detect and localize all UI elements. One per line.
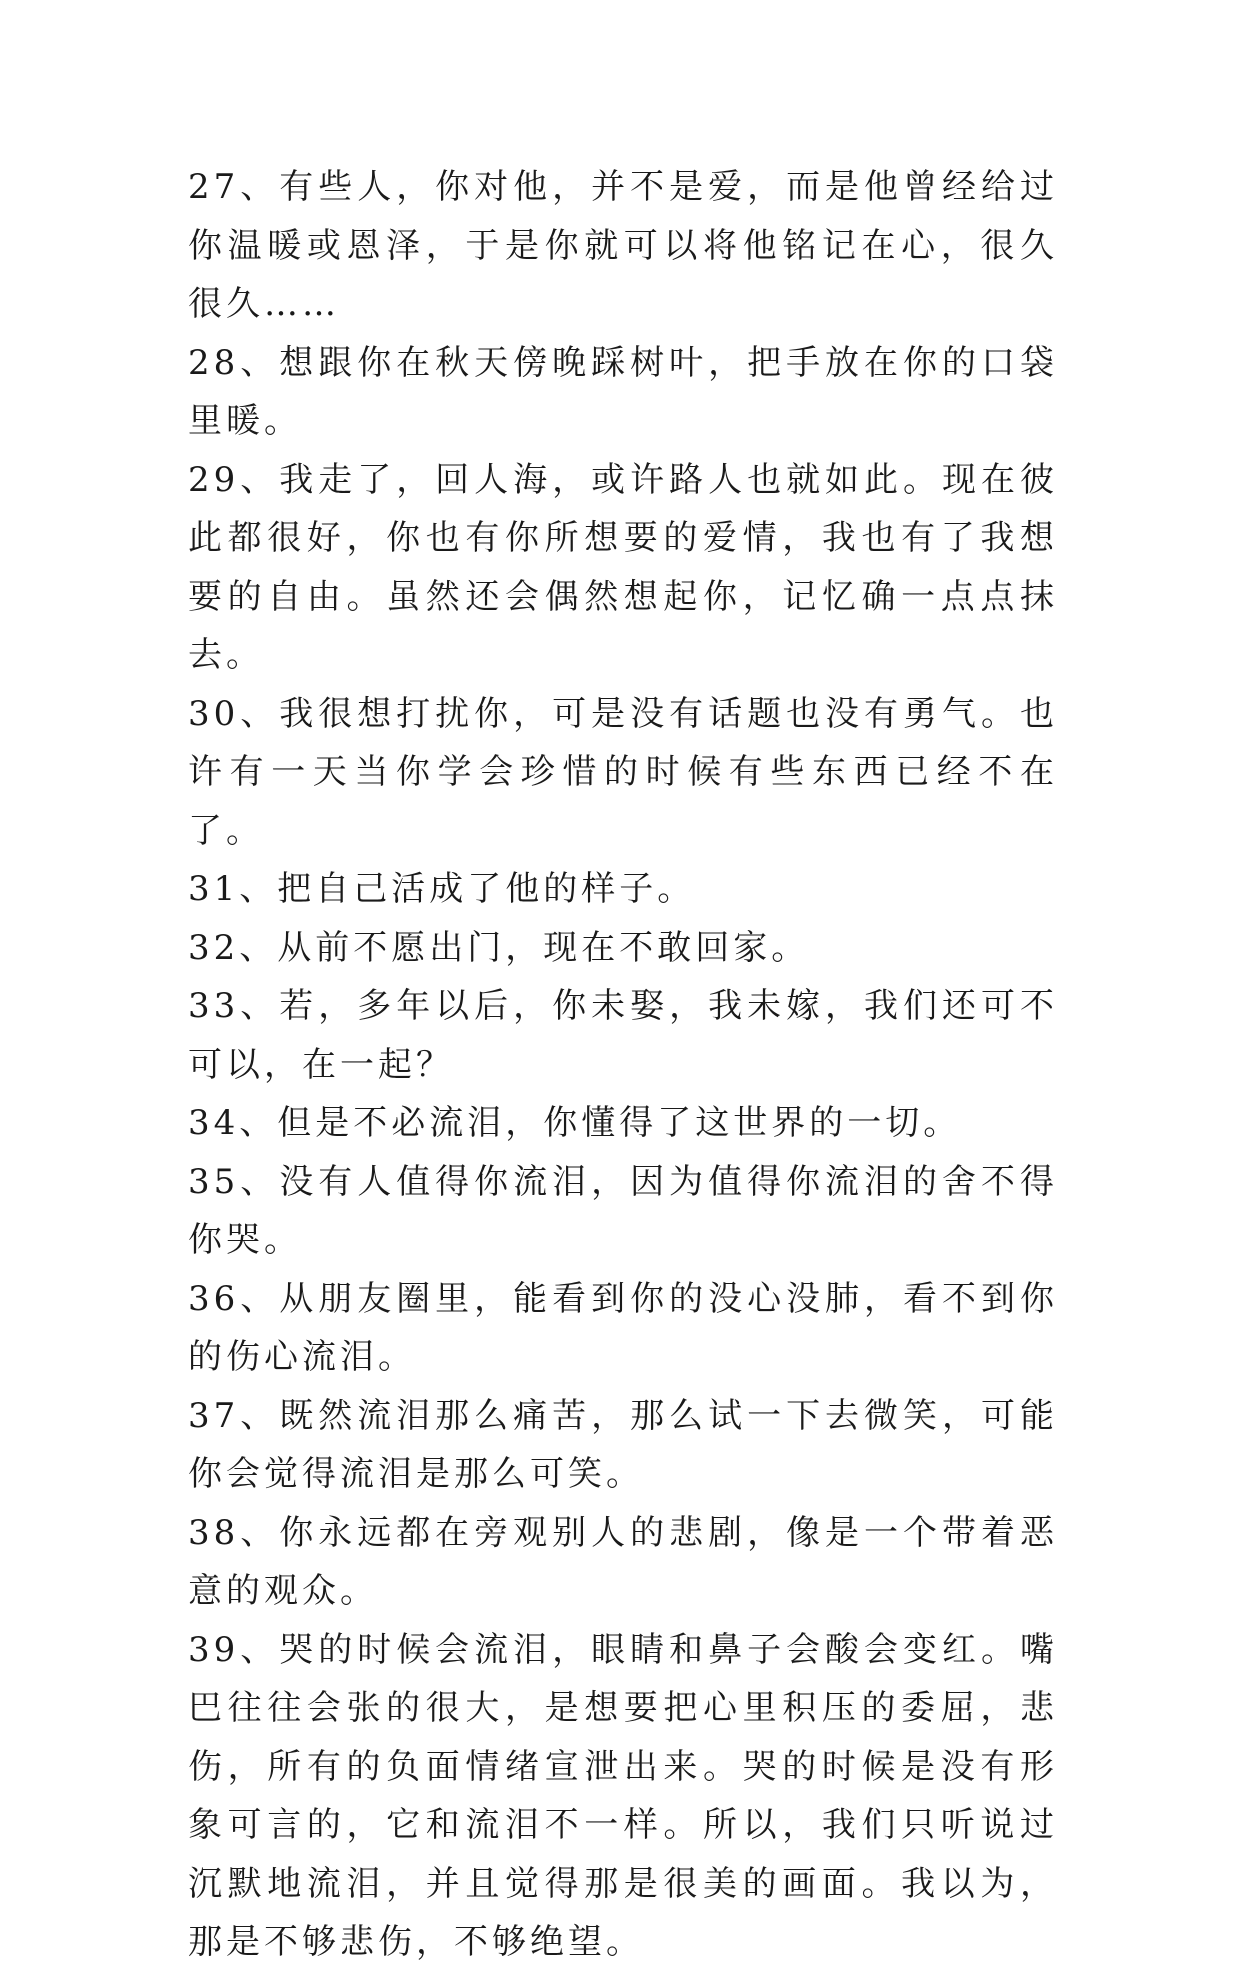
paragraph-37: 37、既然流泪那么痛苦，那么试一下去微笑，可能你会觉得流泪是那么可笑。 — [188, 1395, 1058, 1494]
paragraph-32: 32、从前不愿出门，现在不敢回家。 — [188, 927, 810, 968]
paragraph-39: 39、哭的时候会流泪，眼睛和鼻子会酸会变红。嘴巴往往会张的很大，是想要把心里积压的委屈，悲伤，所有的负面情绪宣泄出来。哭的时候是没有形象可言的，它和流泪不一样。所以，我们只听说过沉默地流泪，并且觉得那是很美的画面。我以为，那是不够悲伤，不够绝望。 — [188, 1629, 1058, 1962]
paragraph-27: 27、有些人，你对他，并不是爱，而是他曾经给过你温暖或恩泽，于是你就可以将他铭记在心，很久很久…… — [188, 167, 1058, 324]
paragraph-28: 28、想跟你在秋天傍晚踩树叶，把手放在你的口袋里暖。 — [188, 342, 1058, 441]
paragraph-34: 34、但是不必流泪，你懂得了这世界的一切。 — [188, 1103, 962, 1143]
paragraph-33: 33、若，多年以后，你未娶，我未嫁，我们还可不可以，在一起？ — [188, 986, 1058, 1085]
paragraph-35: 35、没有人值得你流泪，因为值得你流泪的舍不得你哭。 — [188, 1161, 1058, 1260]
paragraph-38: 38、你永远都在旁观别人的悲剧，像是一个带着恶意的观众。 — [188, 1512, 1058, 1611]
paragraph-31: 31、把自己活成了他的样子。 — [188, 869, 696, 909]
document-body — [188, 158, 1058, 1972]
paragraph-30: 30、我很想打扰你，可是没有话题也没有勇气。也许有一天当你学会珍惜的时候有些东西已经不在了。 — [188, 693, 1058, 851]
paragraph-29: 29、我走了，回人海，或许路人也就如此。现在彼此都很好，你也有你所想要的爱情，我也有了我想要的自由。虽然还会偶然想起你，记忆确一点点抹去。 — [188, 459, 1058, 675]
paragraph-36: 36、从朋友圈里，能看到你的没心没肺，看不到你的伤心流泪。 — [188, 1278, 1058, 1377]
